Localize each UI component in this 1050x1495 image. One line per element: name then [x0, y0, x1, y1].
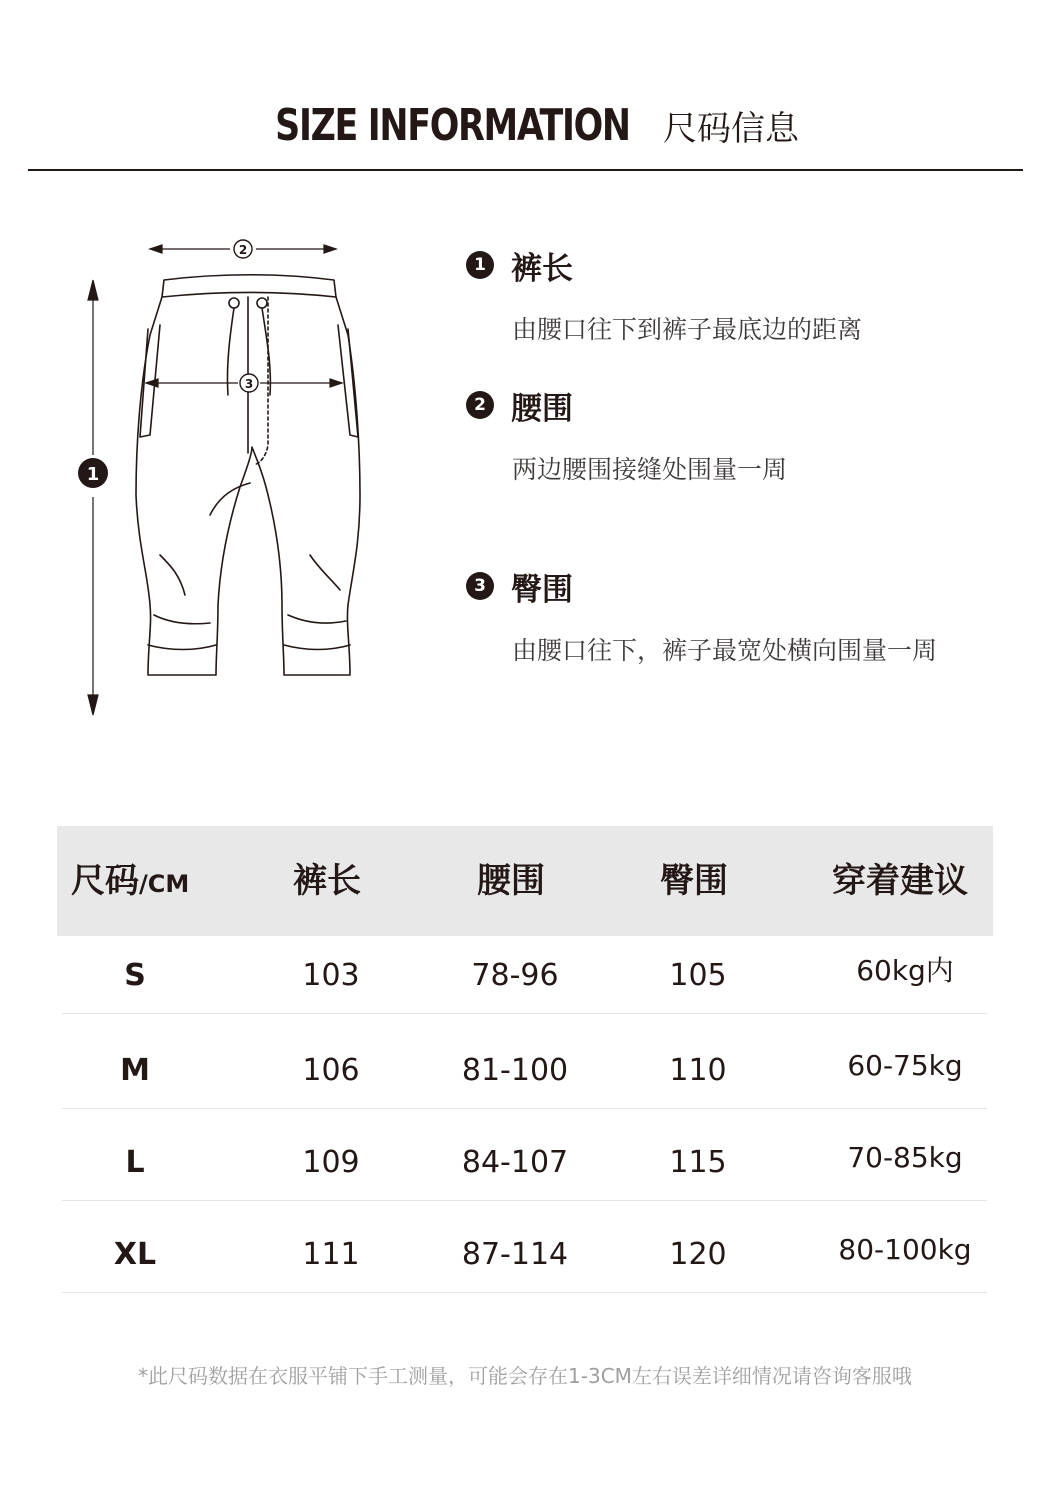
cell-waist: 84-107	[461, 1145, 569, 1180]
right-pocket	[338, 325, 358, 437]
page-title	[0, 100, 1050, 151]
title-chinese: 尺码信息	[663, 109, 799, 149]
title-divider	[28, 169, 1023, 171]
right-cuff	[284, 645, 350, 650]
cell-suggest: 60-75kg	[847, 1049, 963, 1082]
table-row	[62, 922, 987, 1014]
size-table-header	[57, 826, 993, 936]
footnote: *此尺码数据在衣服平铺下手工测量，可能会存在1-3CM左右误差详细情况请咨询客服哦	[138, 1364, 912, 1388]
cell-size: XL	[113, 1237, 157, 1272]
header-hip: 臀围	[660, 861, 728, 901]
measure-waist	[466, 385, 1026, 486]
measure-title: 腰围	[511, 390, 573, 427]
label-1: 1	[86, 464, 100, 485]
measure-title: 裤长	[511, 250, 573, 287]
cell-hip: 120	[669, 1237, 727, 1272]
right-grommet	[257, 298, 267, 308]
header-suggest: 穿着建议	[832, 861, 968, 901]
drawstring-right	[262, 308, 270, 395]
table-row	[62, 1201, 987, 1293]
header-size-unit: /CM	[139, 870, 190, 898]
waistband-outline	[162, 275, 336, 297]
cell-waist: 81-100	[461, 1053, 569, 1088]
table-row	[62, 1017, 987, 1109]
cell-suggest: 70-85kg	[847, 1141, 963, 1174]
header-size: 尺码/CM	[71, 861, 190, 901]
header-waist: 腰围	[477, 861, 545, 901]
header-length: 裤长	[293, 861, 361, 901]
measure-hip	[466, 566, 1026, 667]
cell-size: L	[125, 1145, 145, 1180]
cell-suggest: 60kg内	[856, 954, 954, 987]
measure-number-badge: 1	[466, 251, 494, 279]
measure-description: 两边腰围接缝处围量一周	[512, 455, 788, 484]
cell-hip: 115	[669, 1145, 727, 1180]
measure-title: 臀围	[511, 571, 573, 608]
label-2: 2	[238, 243, 248, 257]
cell-length: 106	[302, 1053, 360, 1088]
pants-measurement-diagram	[70, 225, 390, 725]
measure-description: 由腰口往下到裤子最底边的距离	[512, 315, 863, 344]
measure-number-badge: 2	[466, 391, 494, 419]
cell-hip: 105	[669, 958, 727, 993]
drawstring-left	[227, 308, 234, 395]
title-english: SIZE INFORMATION	[275, 100, 630, 151]
left-cuff	[148, 645, 216, 650]
cell-hip: 110	[669, 1053, 727, 1088]
measure-number-badge: 3	[466, 572, 494, 600]
cell-waist: 87-114	[461, 1237, 569, 1272]
table-row	[62, 1109, 987, 1201]
cell-length: 111	[302, 1237, 360, 1272]
left-grommet	[229, 298, 239, 308]
cell-waist: 78-96	[471, 958, 559, 993]
label-3: 3	[244, 377, 254, 391]
measure-length	[466, 245, 1026, 346]
cell-length: 103	[302, 958, 360, 993]
measure-description: 由腰口往下，裤子最宽处横向围量一周	[512, 636, 938, 665]
cell-length: 109	[302, 1145, 360, 1180]
cell-size: S	[124, 958, 146, 993]
cell-suggest: 80-100kg	[838, 1233, 972, 1266]
cell-size: M	[120, 1053, 150, 1088]
